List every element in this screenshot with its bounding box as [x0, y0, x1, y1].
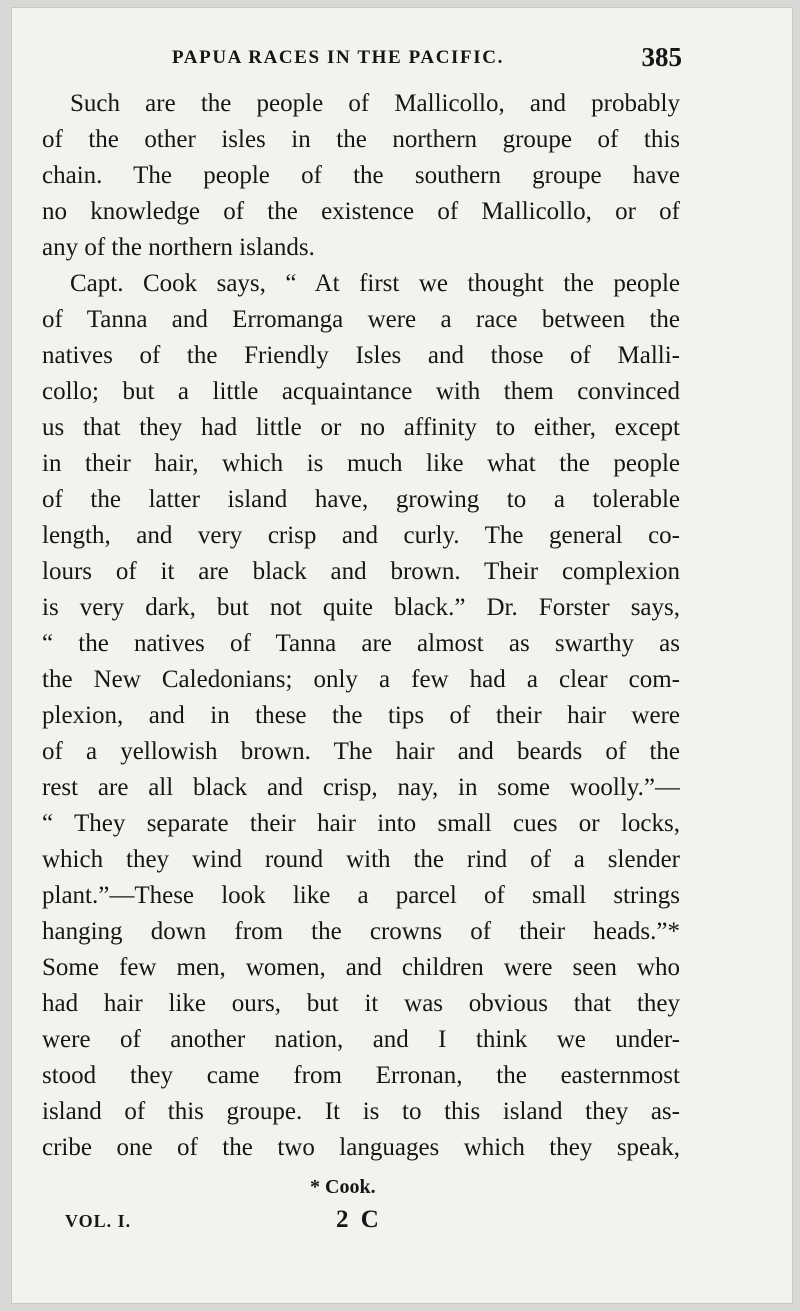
text-line: had hair like ours, but it was obvious that they [42, 990, 680, 1017]
running-head [12, 44, 792, 74]
text-line: of the latter island have, growing to a tolerable [42, 486, 680, 513]
book-page [12, 8, 792, 1303]
text-line: rest are all black and crisp, nay, in some woolly.”— [42, 774, 680, 801]
page-footer [12, 1208, 792, 1238]
text-line: the New Caledonians; only a few had a clear com- [42, 666, 680, 693]
text-line: in their hair, which is much like what the people [42, 450, 680, 477]
text-line: chain. The people of the southern groupe have [42, 162, 680, 189]
text-line: is very dark, but not quite black.” Dr. Forster says, [42, 594, 680, 621]
text-line: stood they came from Erronan, the easternmost [42, 1062, 680, 1089]
text-line: lours of it are black and brown. Their complexion [42, 558, 680, 585]
text-line: natives of the Friendly Isles and those of Malli- [42, 342, 680, 369]
text-line: length, and very crisp and curly. The general co- [42, 522, 680, 549]
text-line: us that they had little or no affinity to either, except [42, 414, 680, 441]
text-line: of Tanna and Erromanga were a race between the [42, 306, 680, 333]
running-title: PAPUA RACES IN THE PACIFIC. [172, 47, 504, 68]
text-line: Such are the people of Mallicollo, and probably [70, 90, 680, 117]
footnote: * Cook. [310, 1176, 376, 1198]
text-line: Capt. Cook says, “ At first we thought the people [70, 270, 680, 297]
page-number: 385 [641, 42, 682, 72]
text-line: were of another nation, and I think we under- [42, 1026, 680, 1053]
text-line: plexion, and in these the tips of their hair were [42, 702, 680, 729]
body-text [42, 86, 680, 1166]
text-line: “ the natives of Tanna are almost as swarthy as [42, 630, 680, 657]
volume-label: VOL. I. [65, 1211, 132, 1231]
text-line: Some few men, women, and children were seen who [42, 954, 680, 981]
text-line: “ They separate their hair into small cues or locks, [42, 810, 680, 837]
text-line: collo; but a little acquaintance with them convinced [42, 378, 680, 405]
text-line: island of this groupe. It is to this island they as- [42, 1098, 680, 1125]
text-line: cribe one of the two languages which they speak, [42, 1134, 680, 1161]
signature-mark: 2 C [336, 1206, 382, 1233]
text-line: plant.”—These look like a parcel of small strings [42, 882, 680, 909]
text-line: of the other isles in the northern groupe of this [42, 126, 680, 153]
text-line: hanging down from the crowns of their heads.”* [42, 918, 680, 945]
text-line: which they wind round with the rind of a slender [42, 846, 680, 873]
text-line: any of the northern islands. [42, 234, 315, 261]
text-line: of a yellowish brown. The hair and beards of the [42, 738, 680, 765]
text-line: no knowledge of the existence of Mallicollo, or of [42, 198, 680, 225]
